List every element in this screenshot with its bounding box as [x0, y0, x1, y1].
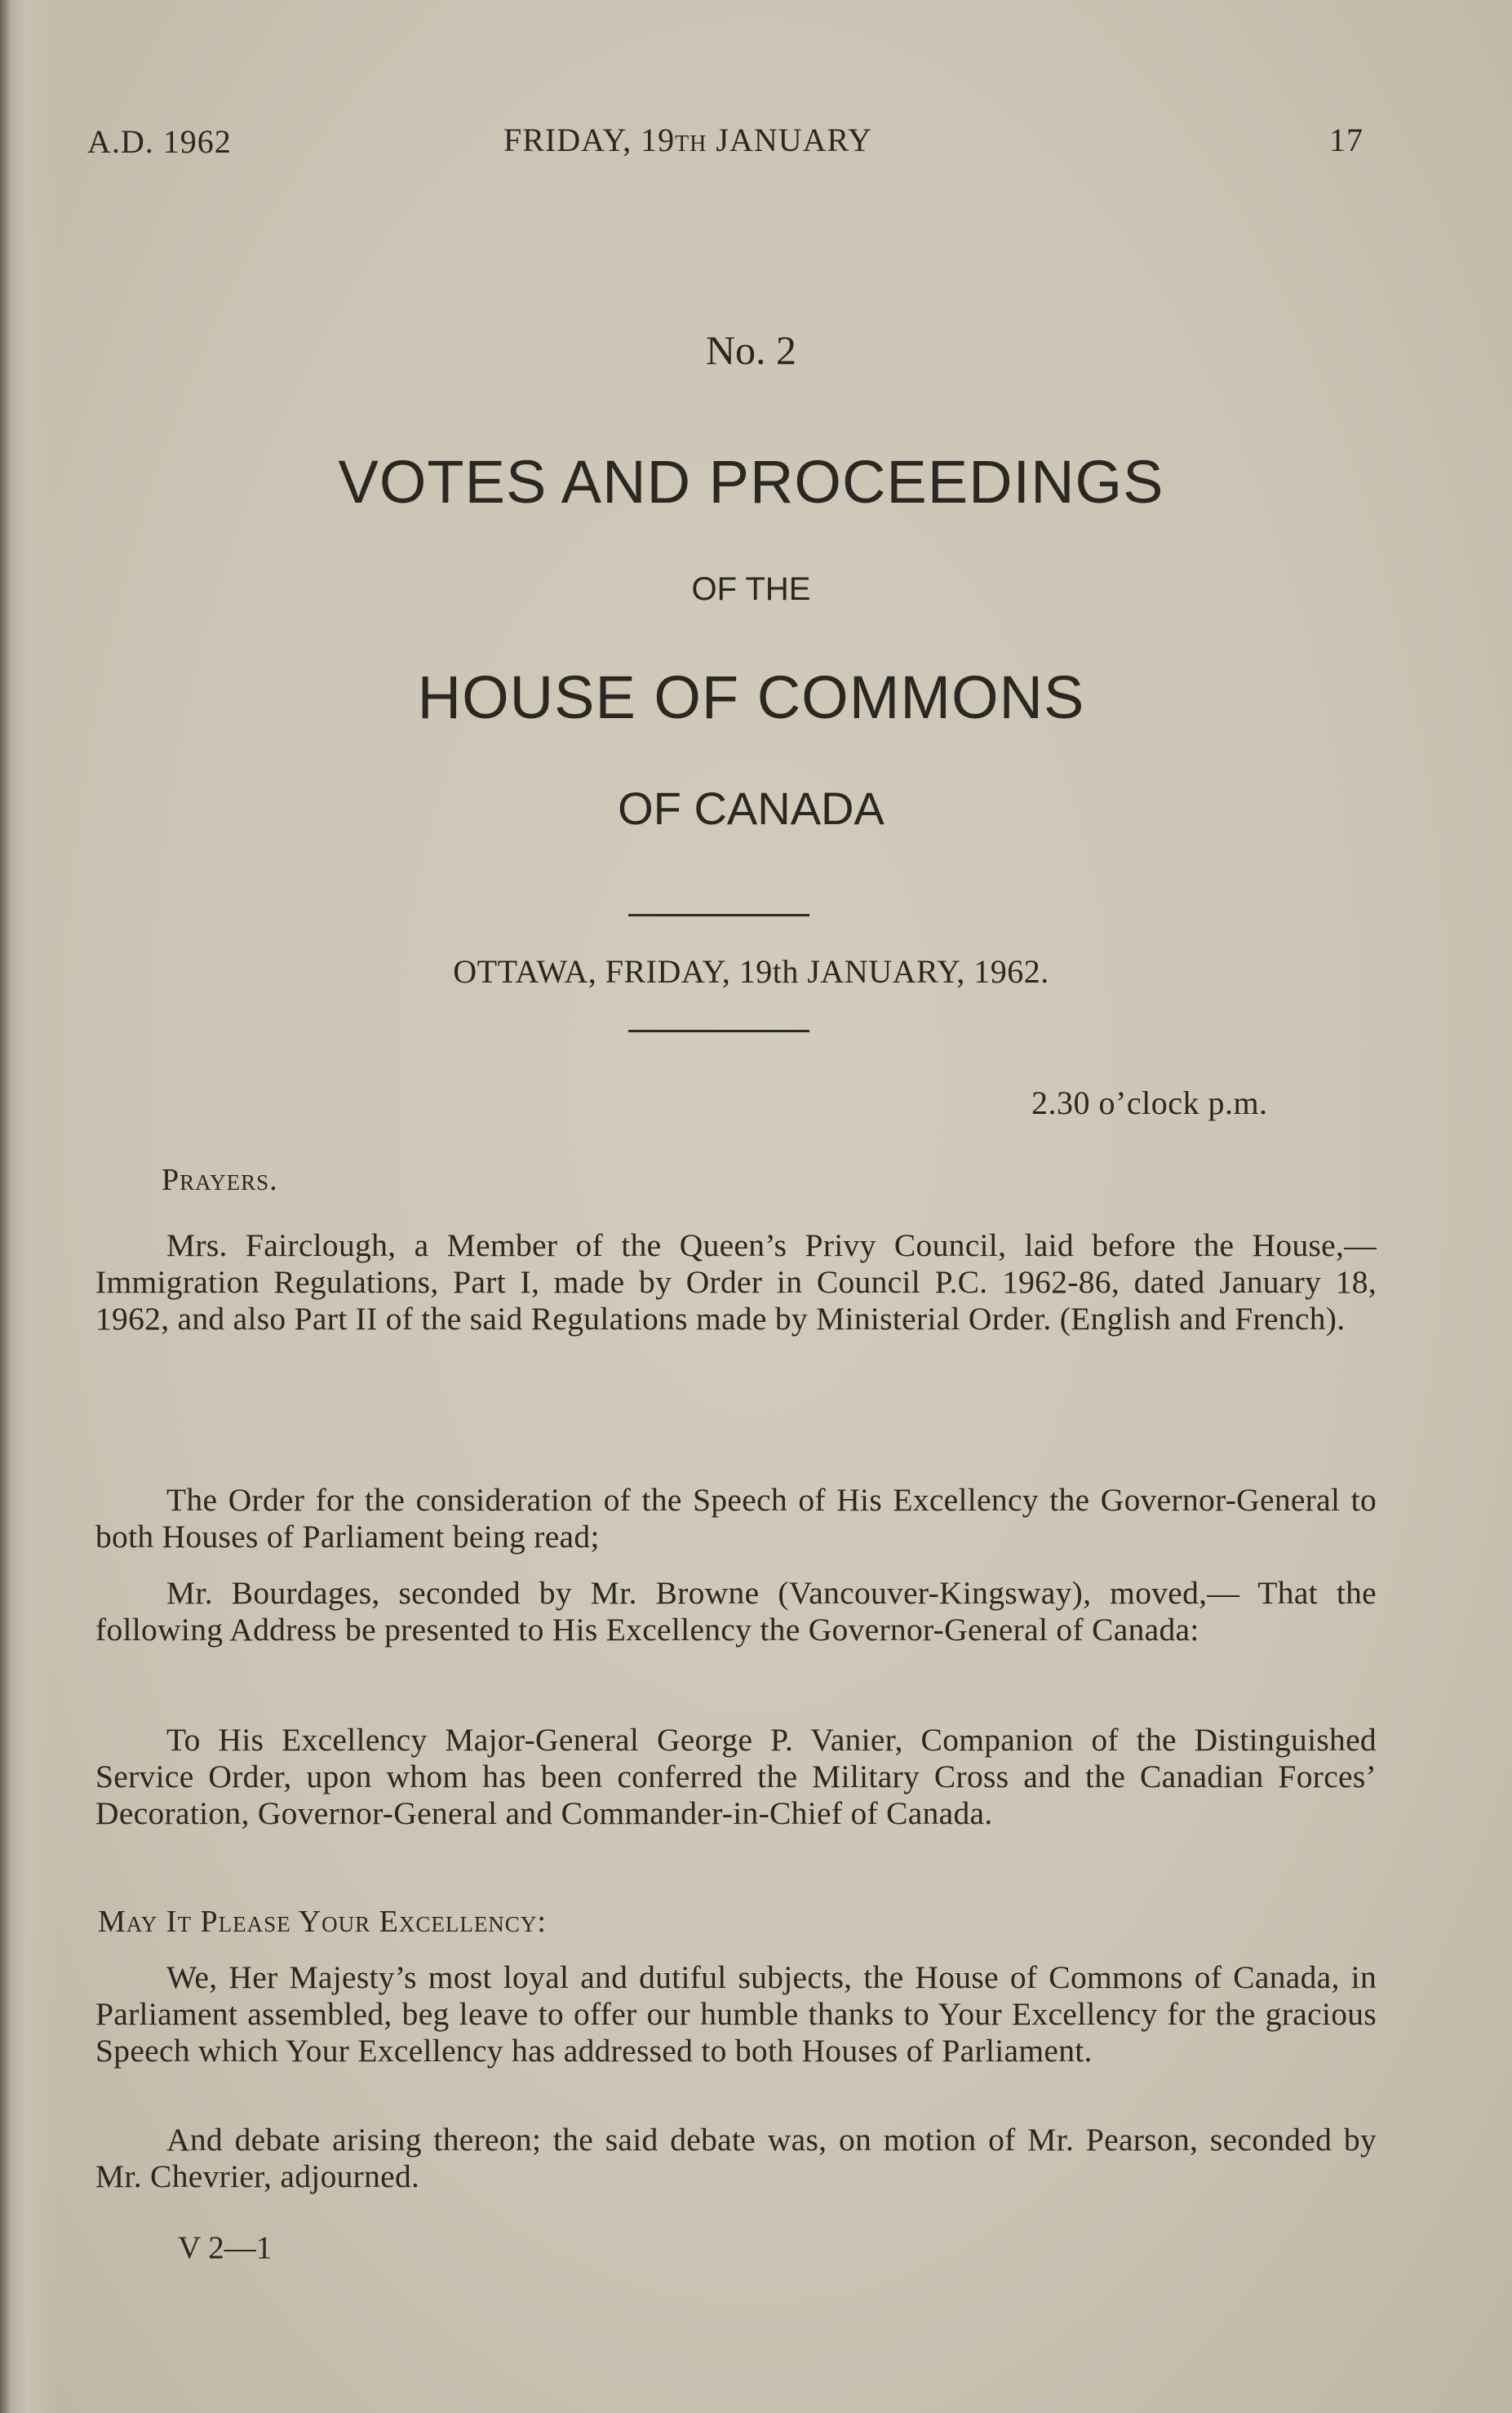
paragraph-motion: Mr. Bourdages, seconded by Mr. Browne (Vancouver-Kingsway), moved,— That the following Address be presented to His Excellency the Governor-General of Canada: [95, 1575, 1377, 1648]
title-of-canada: OF CANADA [618, 783, 885, 834]
salutation: May It Please Your Excellency: [98, 1905, 547, 1939]
paragraph-debate-adjourned: And debate arising thereon; the said debate was, on motion of Mr. Pearson, seconded by Mr. Chevrier, adjourned. [95, 2122, 1377, 2194]
prayers-heading: Prayers. [162, 1163, 278, 1197]
title-divider [628, 914, 809, 916]
running-head-date-day: FRIDAY, 19 [503, 122, 676, 158]
running-head-date [503, 121, 872, 159]
signature-mark: V 2—1 [178, 2230, 273, 2265]
paragraph-tabled-documents: Mrs. Fairclough, a Member of the Queen’s Privy Council, laid before the House,—Immigration Regulations, Part I, made by Order in Council P.C. 1962-86, dated January 18, 1962, and also Part II of the said Regulations made by Ministerial Order. (English and French). [95, 1227, 1377, 1337]
sitting-time: 2.30 o’clock p.m. [1031, 1085, 1268, 1121]
dateline-divider [628, 1030, 809, 1032]
running-head-year: A.D. 1962 [87, 123, 232, 160]
title-of-the: OF THE [691, 571, 811, 607]
document-title: VOTES AND PROCEEDINGS [338, 448, 1164, 516]
running-head-date-suffix: TH [675, 131, 707, 157]
paragraph-order-speech: The Order for the consideration of the Speech of His Excellency the Governor-General to both Houses of Parliament being read; [95, 1482, 1377, 1555]
page-number: 17 [1329, 122, 1363, 158]
issue-number: No. 2 [705, 327, 797, 373]
dateline: OTTAWA, FRIDAY, 19th JANUARY, 1962. [453, 953, 1049, 990]
title-house-of-commons: HOUSE OF COMMONS [417, 663, 1085, 731]
running-head-date-month: JANUARY [707, 122, 872, 158]
paragraph-address-body: We, Her Majesty’s most loyal and dutiful subjects, the House of Commons of Canada, in Parliament assembled, beg leave to offer our humble thanks to Your Excellency for the gracious Speech which Your Excellency has addressed to both Houses of Parliament. [95, 1959, 1377, 2069]
paragraph-address-recipient: To His Excellency Major-General George P. Vanier, Companion of the Distinguished Service Order, upon whom has been conferred the Military Cross and the Canadian Forces’ Decoration, Governor-General and Commander-in-Chief of Canada. [95, 1722, 1377, 1831]
